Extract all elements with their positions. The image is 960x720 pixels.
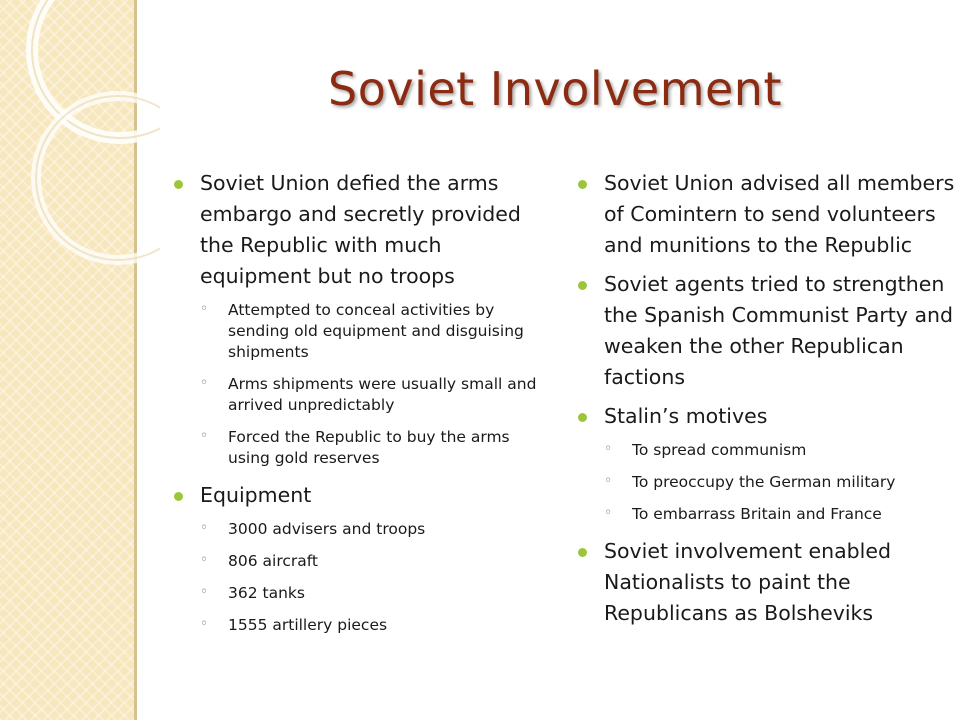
bullet-text: Stalin’s motives bbox=[604, 404, 768, 428]
sub-bullet-text: 3000 advisers and troops bbox=[228, 520, 426, 538]
bullet-item bbox=[572, 168, 956, 261]
sub-bullet-item bbox=[200, 427, 540, 469]
sub-bullet-text: 806 aircraft bbox=[228, 552, 319, 570]
sub-bullet-text: 1555 artillery pieces bbox=[228, 616, 388, 634]
ring-bullet-icon: ◦ bbox=[200, 584, 209, 600]
sub-bullet-text: To embarrass Britain and France bbox=[632, 505, 882, 523]
sub-bullet-text: Forced the Republic to buy the arms using gold reserves bbox=[228, 428, 510, 467]
bullet-item bbox=[572, 536, 956, 629]
ring-bullet-icon: ◦ bbox=[200, 301, 209, 317]
left-column bbox=[168, 168, 540, 647]
bullet-item bbox=[168, 168, 540, 469]
bullet-text: Soviet involvement enabled Nationalists to paint the Republicans as Bolsheviks bbox=[604, 539, 891, 625]
right-column bbox=[572, 168, 956, 637]
sub-bullet-item bbox=[604, 504, 956, 525]
bullet-text: Equipment bbox=[200, 483, 312, 507]
sub-bullet-text: To spread communism bbox=[632, 441, 807, 459]
bullet-text: Soviet agents tried to strengthen the Spanish Communist Party and weaken the other Republican factions bbox=[604, 272, 954, 389]
ring-bullet-icon: ◦ bbox=[604, 473, 613, 489]
sub-bullet-item bbox=[200, 615, 540, 636]
ring-bullet-icon: ◦ bbox=[200, 616, 209, 632]
bullet-item bbox=[572, 269, 956, 393]
ring-bullet-icon: ◦ bbox=[200, 552, 209, 568]
ring-bullet-icon: ◦ bbox=[200, 375, 209, 391]
sub-bullet-text: Attempted to conceal activities by sending old equipment and disguising shipments bbox=[228, 301, 524, 361]
bullet-dot-icon bbox=[578, 548, 587, 557]
bullet-dot-icon bbox=[578, 413, 587, 422]
bullet-dot-icon bbox=[578, 281, 587, 290]
sub-bullet-item bbox=[200, 374, 540, 416]
bullet-text: Soviet Union advised all members of Comintern to send volunteers and munitions to the Republic bbox=[604, 171, 955, 257]
ring-bullet-icon: ◦ bbox=[200, 520, 209, 536]
bullet-item bbox=[572, 401, 956, 525]
ring-bullet-icon: ◦ bbox=[604, 441, 613, 457]
sub-bullet-item bbox=[200, 300, 540, 363]
sub-bullet-text: Arms shipments were usually small and arrived unpredictably bbox=[228, 375, 537, 414]
decorative-swirl-icon bbox=[0, 0, 160, 300]
sub-bullet-item bbox=[604, 440, 956, 461]
ring-bullet-icon: ◦ bbox=[200, 428, 209, 444]
ring-bullet-icon: ◦ bbox=[604, 505, 613, 521]
sub-bullet-item bbox=[200, 583, 540, 604]
sub-bullet-item bbox=[200, 519, 540, 540]
sub-bullet-text: 362 tanks bbox=[228, 584, 305, 602]
bullet-dot-icon bbox=[174, 492, 183, 501]
sub-bullet-text: To preoccupy the German military bbox=[632, 473, 896, 491]
bullet-item bbox=[168, 480, 540, 636]
sub-bullet-item bbox=[200, 551, 540, 572]
bullet-text: Soviet Union defied the arms embargo and secretly provided the Republic with much equipment but no troops bbox=[200, 171, 521, 288]
slide-title: Soviet Involvement bbox=[328, 62, 782, 116]
sub-bullet-item bbox=[604, 472, 956, 493]
bullet-dot-icon bbox=[578, 180, 587, 189]
bullet-dot-icon bbox=[174, 180, 183, 189]
